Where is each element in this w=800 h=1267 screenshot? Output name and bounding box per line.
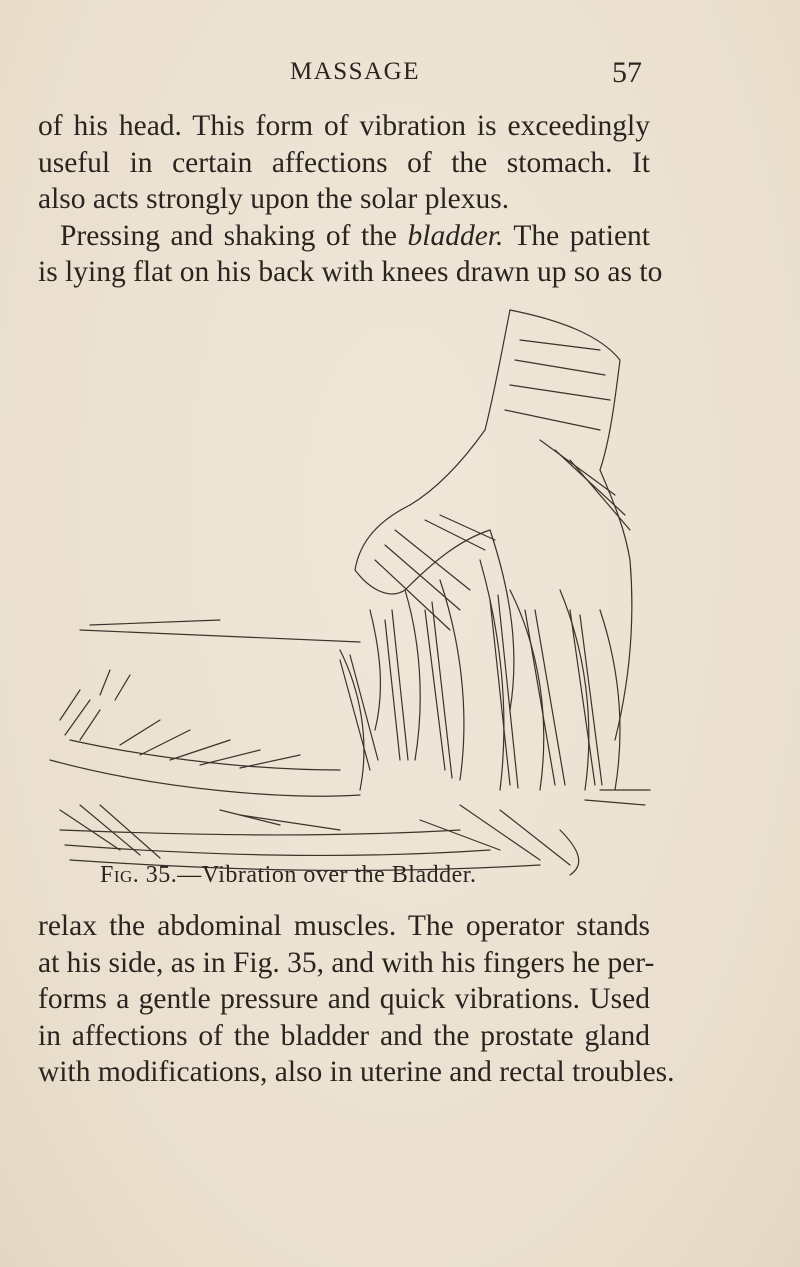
text-run: Pressing and shaking of the [60, 219, 408, 252]
text-line: forms a gentle pressure and quick vibrations. Used [38, 983, 650, 1015]
text-line: is lying flat on his back with knees drawn up so as to [38, 256, 663, 288]
engraving-hand-on-abdomen [40, 290, 660, 890]
text-line [38, 218, 650, 255]
paragraph-2 [38, 908, 675, 1091]
text-line: at his side, as in Fig. 35, and with his fingers he per- [38, 946, 655, 979]
text-line: also acts strongly upon the solar plexus. [38, 183, 510, 215]
page-number: 57 [612, 56, 642, 89]
caption-text: 35.—Vibration over the Bladder. [139, 862, 477, 888]
text-run: The patient [503, 219, 650, 252]
text-line: of his head. This form of vibration is exceedingly [38, 110, 650, 142]
emphasis-bladder: bladder. [407, 219, 504, 252]
figure-caption [100, 862, 620, 889]
caption-fig-label: Fig. [100, 862, 140, 888]
paragraph-1 [38, 108, 663, 291]
text-line: with modifications, also in uterine and rectal troubles. [38, 1056, 675, 1088]
running-head-title: MASSAGE [290, 58, 420, 85]
text-line: in affections of the bladder and the prostate gland [38, 1019, 650, 1052]
text-line: useful in certain affections of the stomach. It [38, 146, 650, 179]
running-head [0, 56, 800, 92]
text-line: relax the abdominal muscles. The operator stands [38, 910, 650, 942]
figure-illustration [40, 290, 660, 890]
